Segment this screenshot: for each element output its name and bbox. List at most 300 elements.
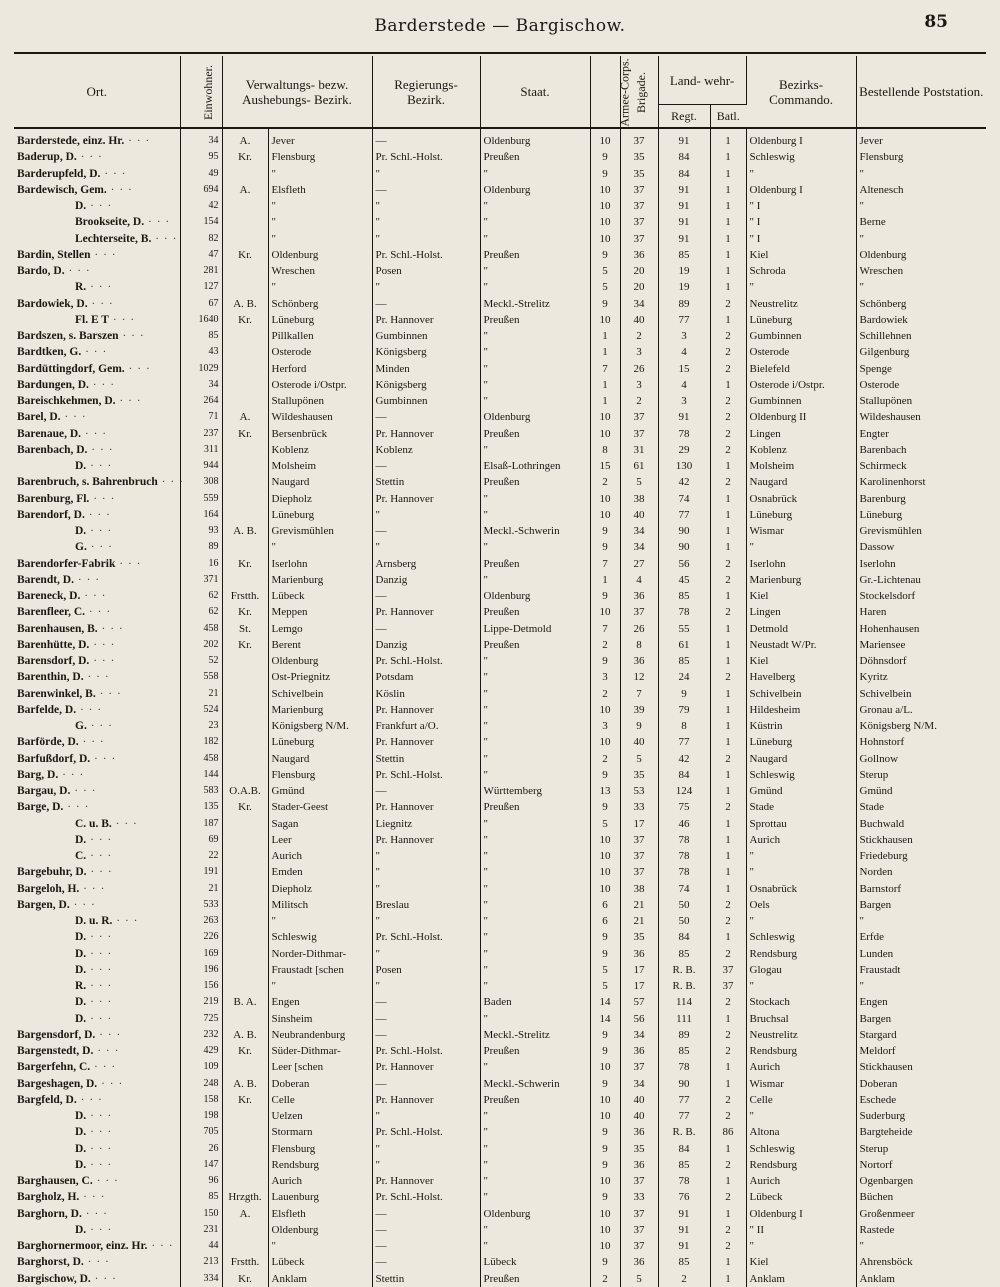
place-name: Barghornermoor, einz. Hr. [17, 1240, 148, 1253]
cell-verwaltung-art: Hrzgth. [222, 1189, 268, 1205]
cell-einwohner: 34 [180, 128, 222, 149]
cell-verwaltung-art: Kr. [222, 149, 268, 165]
cell-armee-corps: 10 [590, 507, 620, 523]
cell-ort [14, 263, 180, 279]
cell-verwaltung-art [222, 1011, 268, 1027]
cell-bataillon: 2 [710, 897, 746, 913]
place-name: Bargebuhr, D. [17, 866, 87, 879]
cell-einwohner: 43 [180, 344, 222, 360]
cell-einwohner: 62 [180, 588, 222, 604]
cell-einwohner: 705 [180, 1124, 222, 1140]
place-name: D. [75, 460, 87, 473]
cell-brigade: 21 [620, 913, 658, 929]
cell-armee-corps: 15 [590, 458, 620, 474]
cell-staat: " [480, 881, 590, 897]
cell-staat: " [480, 231, 590, 247]
cell-einwohner: 311 [180, 442, 222, 458]
cell-armee-corps: 9 [590, 588, 620, 604]
cell-verwaltung-art: B. A. [222, 994, 268, 1010]
cell-brigade: 38 [620, 881, 658, 897]
cell-regierung: Pr. Hannover [372, 491, 480, 507]
place-name: D. [75, 200, 87, 213]
cell-regierung: — [372, 1027, 480, 1043]
cell-bezirks-commando: Kiel [746, 1254, 856, 1270]
cell-ort [14, 182, 180, 198]
cell-poststation: Norden [859, 866, 893, 879]
cell-poststation: Altenesch [859, 183, 904, 196]
leader-dots: · · · [86, 1158, 113, 1171]
cell-regiment: 91 [658, 1222, 710, 1238]
cell-ort [14, 1238, 180, 1254]
cell-brigade: 26 [620, 361, 658, 377]
cell-verwaltung-art: Kr. [222, 556, 268, 572]
cell-einwohner: 334 [180, 1271, 222, 1287]
leader-dots: · · · [100, 167, 127, 180]
cell-armee-corps: 10 [590, 1222, 620, 1238]
table-row [14, 377, 986, 393]
cell-regiment: 90 [658, 523, 710, 539]
cell-regiment: 78 [658, 848, 710, 864]
cell-verwaltung-art [222, 344, 268, 360]
place-name: Barderupfeld, D. [17, 167, 101, 180]
table-row [14, 128, 986, 149]
cell-bezirks-commando: Koblenz [746, 442, 856, 458]
cell-bataillon: 1 [710, 377, 746, 393]
cell-armee-corps: 9 [590, 1157, 620, 1173]
cell-verwaltung-art [222, 166, 268, 182]
cell-verwaltung-bezirk: Naugard [268, 474, 372, 490]
cell-bataillon: 1 [710, 1059, 746, 1075]
cell-armee-corps: 10 [590, 182, 620, 198]
place-name: Baderup, D. [17, 151, 77, 164]
place-name: Bardungen, D. [17, 378, 89, 391]
cell-regiment: 2 [658, 1271, 710, 1287]
cell-armee-corps: 10 [590, 1238, 620, 1254]
cell-verwaltung-art: A. B. [222, 523, 268, 539]
cell-bezirks-commando: Bielefeld [746, 361, 856, 377]
cell-regiment: 45 [658, 572, 710, 588]
leader-dots: · · · [86, 866, 113, 879]
col-header-landwehr: Land- wehr- [658, 56, 746, 105]
cell-verwaltung-bezirk: Wreschen [268, 263, 372, 279]
cell-verwaltung-bezirk: Lemgo [268, 621, 372, 637]
leader-dots: · · · [60, 411, 87, 424]
cell-regierung: Liegnitz [372, 816, 480, 832]
cell-verwaltung-bezirk: Sinsheim [268, 1011, 372, 1027]
cell-regierung: — [372, 182, 480, 198]
cell-verwaltung-bezirk: Aurich [268, 1173, 372, 1189]
cell-regierung: " [372, 279, 480, 295]
cell-verwaltung-art [222, 686, 268, 702]
cell-regierung: Breslau [372, 897, 480, 913]
cell-bezirks-commando: Bruchsal [746, 1011, 856, 1027]
cell-bataillon: 1 [710, 214, 746, 230]
cell-regiment: 79 [658, 702, 710, 718]
place-name: Barenbruch, s. Bahrenbruch [17, 476, 158, 489]
place-name: Barenhütte, D. [17, 638, 90, 651]
cell-bataillon: 1 [710, 128, 746, 149]
cell-ort [14, 279, 180, 295]
cell-brigade: 40 [620, 312, 658, 328]
cell-regierung: Posen [372, 962, 480, 978]
cell-ort [14, 312, 180, 328]
place-name: Barendorf, D. [17, 508, 85, 521]
cell-ort [14, 1141, 180, 1157]
cell-ort [14, 149, 180, 165]
cell-brigade: 37 [620, 426, 658, 442]
cell-regiment: 77 [658, 1108, 710, 1124]
cell-bataillon: 1 [710, 523, 746, 539]
cell-regierung: — [372, 1254, 480, 1270]
cell-poststation: Großenmeer [859, 1207, 915, 1220]
cell-brigade: 3 [620, 344, 658, 360]
cell-ort [14, 128, 180, 149]
table-row [14, 409, 986, 425]
cell-verwaltung-art [222, 848, 268, 864]
cell-bataillon: 1 [710, 279, 746, 295]
cell-ort [14, 702, 180, 718]
cell-regierung: — [372, 1076, 480, 1092]
cell-ort [14, 864, 180, 880]
cell-brigade: 3 [620, 377, 658, 393]
table-row [14, 686, 986, 702]
cell-brigade: 37 [620, 1238, 658, 1254]
cell-einwohner: 16 [180, 556, 222, 572]
cell-regiment: 91 [658, 409, 710, 425]
cell-ort [14, 474, 184, 490]
cell-poststation: Osterode [859, 378, 900, 391]
cell-regiment: 89 [658, 1027, 710, 1043]
cell-brigade: 37 [620, 848, 658, 864]
cell-brigade: 36 [620, 1157, 658, 1173]
cell-staat: Preußen [480, 149, 590, 165]
cell-regiment: 19 [658, 279, 710, 295]
cell-verwaltung-bezirk: Osterode [268, 344, 372, 360]
cell-verwaltung-bezirk: " [268, 231, 372, 247]
cell-verwaltung-bezirk: Bersenbrück [268, 426, 372, 442]
cell-verwaltung-art: A. B. [222, 1076, 268, 1092]
place-name: C. [75, 850, 87, 863]
cell-poststation: Jever [859, 135, 883, 148]
cell-staat: Elsaß-Lothringen [480, 458, 590, 474]
place-name: Bargeshagen, D. [17, 1077, 98, 1090]
cell-regierung: Königsberg [372, 377, 480, 393]
cell-brigade: 12 [620, 669, 658, 685]
cell-verwaltung-art [222, 198, 268, 214]
cell-bataillon: 1 [710, 881, 746, 897]
cell-regierung: Pr. Hannover [372, 1092, 480, 1108]
cell-armee-corps: 9 [590, 1254, 620, 1270]
cell-verwaltung-art: Frstth. [222, 1254, 268, 1270]
cell-brigade: 2 [620, 393, 658, 409]
leader-dots: · · · [78, 736, 105, 749]
cell-regierung: Pr. Hannover [372, 312, 480, 328]
cell-ort [14, 1173, 180, 1189]
cell-regierung: " [372, 198, 480, 214]
cell-verwaltung-art [222, 539, 268, 555]
cell-staat: " [480, 361, 590, 377]
cell-ort [14, 1124, 180, 1140]
cell-regiment: 42 [658, 474, 710, 490]
table-row [14, 1043, 986, 1059]
cell-ort [14, 1222, 180, 1238]
cell-bataillon: 1 [710, 231, 746, 247]
cell-brigade: 33 [620, 1189, 658, 1205]
table-row [14, 897, 986, 913]
cell-staat: " [480, 1157, 590, 1173]
leader-dots: · · · [83, 1256, 110, 1269]
col-header-poststation: Bestellende Poststation. [856, 56, 986, 128]
cell-regiment: 85 [658, 946, 710, 962]
cell-staat: " [480, 913, 590, 929]
cell-bezirks-commando: Kiel [746, 653, 856, 669]
cell-regierung: — [372, 128, 480, 149]
cell-einwohner: 429 [180, 1043, 222, 1059]
cell-bataillon: 1 [710, 166, 746, 182]
cell-bataillon: 1 [710, 491, 746, 507]
cell-poststation: Schönberg [859, 297, 907, 310]
leader-dots: · · · [86, 1126, 113, 1139]
cell-verwaltung-art [222, 864, 268, 880]
cell-poststation: Hohnstorf [859, 736, 905, 749]
cell-verwaltung-bezirk: " [268, 978, 372, 994]
col-header-einwohner-label: Einwohner. [200, 64, 215, 120]
cell-bataillon: 2 [710, 913, 746, 929]
cell-bataillon: 1 [710, 507, 746, 523]
cell-armee-corps: 7 [590, 361, 620, 377]
cell-brigade: 2 [620, 328, 658, 344]
cell-verwaltung-bezirk: " [268, 198, 372, 214]
cell-ort [14, 393, 180, 409]
cell-staat: " [480, 539, 590, 555]
place-name: Barenthin, D. [17, 671, 84, 684]
place-name: Barenfleer, C. [17, 606, 86, 619]
cell-brigade: 20 [620, 263, 658, 279]
cell-bataillon: 1 [710, 734, 746, 750]
cell-staat: " [480, 962, 590, 978]
col-header-regierung: Regierungs- Bezirk. [372, 56, 480, 128]
leader-dots: · · · [86, 281, 113, 294]
cell-einwohner: 85 [180, 328, 222, 344]
cell-poststation: " [859, 1240, 865, 1253]
cell-verwaltung-art [222, 1059, 268, 1075]
cell-armee-corps: 1 [590, 377, 620, 393]
cell-ort [14, 539, 180, 555]
cell-verwaltung-bezirk: Süder-Dithmar- [268, 1043, 372, 1059]
leader-dots: · · · [97, 622, 124, 635]
cell-regierung: — [372, 783, 480, 799]
place-name: Barendt, D. [17, 573, 74, 586]
cell-verwaltung-bezirk: Lüneburg [268, 734, 372, 750]
leader-dots: · · · [93, 1045, 120, 1058]
cell-verwaltung-art [222, 832, 268, 848]
cell-armee-corps: 10 [590, 864, 620, 880]
cell-regierung: " [372, 214, 480, 230]
cell-brigade: 7 [620, 686, 658, 702]
cell-einwohner: 559 [180, 491, 222, 507]
cell-verwaltung-art [222, 929, 268, 945]
cell-poststation: Friedeburg [859, 850, 908, 863]
cell-brigade: 39 [620, 702, 658, 718]
cell-regiment: 75 [658, 799, 710, 815]
cell-armee-corps: 5 [590, 816, 620, 832]
cell-staat: " [480, 214, 590, 230]
cell-verwaltung-bezirk: Engen [268, 994, 372, 1010]
table-row [14, 231, 986, 247]
table-row [14, 426, 986, 442]
table-row [14, 1124, 986, 1140]
cell-bezirks-commando: " [746, 864, 856, 880]
cell-armee-corps: 10 [590, 128, 620, 149]
cell-bataillon: 2 [710, 572, 746, 588]
cell-staat: " [480, 328, 590, 344]
cell-regierung: " [372, 1141, 480, 1157]
place-name: D. [75, 1110, 87, 1123]
cell-bezirks-commando: Wismar [746, 1076, 856, 1092]
cell-bezirks-commando: " [746, 913, 856, 929]
cell-staat: Preußen [480, 799, 590, 815]
place-name: Barförde, D. [17, 736, 79, 749]
cell-ort [14, 832, 180, 848]
cell-ort [14, 897, 180, 913]
cell-staat: " [480, 1238, 590, 1254]
cell-ort [14, 328, 180, 344]
cell-bezirks-commando: " [746, 279, 856, 295]
cell-einwohner: 232 [180, 1027, 222, 1043]
cell-bezirks-commando: Schleswig [746, 767, 856, 783]
leader-dots: · · · [106, 183, 133, 196]
cell-verwaltung-bezirk: " [268, 539, 372, 555]
cell-armee-corps: 9 [590, 296, 620, 312]
cell-poststation: Sterup [859, 1142, 889, 1155]
cell-brigade: 37 [620, 198, 658, 214]
table-row [14, 556, 986, 572]
cell-bataillon: 2 [710, 361, 746, 377]
cell-einwohner: 202 [180, 637, 222, 653]
cell-bataillon: 1 [710, 588, 746, 604]
cell-ort [14, 767, 180, 783]
cell-verwaltung-bezirk: " [268, 214, 372, 230]
cell-staat: " [480, 263, 590, 279]
cell-brigade: 36 [620, 946, 658, 962]
cell-verwaltung-art: Kr. [222, 1092, 268, 1108]
cell-staat: Preußen [480, 1092, 590, 1108]
cell-bezirks-commando: Rendsburg [746, 1043, 856, 1059]
table-row [14, 653, 986, 669]
table-row [14, 962, 986, 978]
cell-einwohner: 82 [180, 231, 222, 247]
table-row [14, 816, 986, 832]
cell-poststation: Schivelbein [859, 687, 912, 700]
cell-poststation: Nortorf [859, 1158, 893, 1171]
cell-verwaltung-bezirk: Flensburg [268, 149, 372, 165]
cell-poststation: Rastede [859, 1223, 895, 1236]
cell-verwaltung-art [222, 897, 268, 913]
cell-regiment: 3 [658, 328, 710, 344]
cell-staat: Oldenburg [480, 1206, 590, 1222]
cell-poststation: Karolinenhorst [859, 476, 926, 489]
cell-regiment: 91 [658, 231, 710, 247]
cell-bezirks-commando: Lübeck [746, 1189, 856, 1205]
cell-verwaltung-bezirk: Leer [schen [268, 1059, 372, 1075]
cell-verwaltung-bezirk: Anklam [268, 1271, 372, 1287]
cell-bezirks-commando: Glogau [746, 962, 856, 978]
cell-verwaltung-art: Kr. [222, 247, 268, 263]
place-name: Barghorst, D. [17, 1256, 84, 1269]
leader-dots: · · · [90, 752, 117, 765]
cell-bataillon: 1 [710, 929, 746, 945]
cell-ort [14, 198, 180, 214]
cell-brigade: 37 [620, 128, 658, 149]
cell-ort [14, 799, 180, 815]
cell-poststation: Lüneburg [859, 508, 903, 521]
leader-dots: · · · [80, 590, 107, 603]
leader-dots: · · · [90, 1061, 117, 1074]
cell-regiment: 24 [658, 669, 710, 685]
cell-verwaltung-art [222, 361, 268, 377]
cell-regierung: — [372, 296, 480, 312]
cell-verwaltung-bezirk: Flensburg [268, 1141, 372, 1157]
cell-ort [14, 783, 180, 799]
cell-verwaltung-art [222, 491, 268, 507]
cell-verwaltung-art: St. [222, 621, 268, 637]
cell-armee-corps: 14 [590, 1011, 620, 1027]
cell-bezirks-commando: Osterode [746, 344, 856, 360]
cell-armee-corps: 7 [590, 556, 620, 572]
cell-regiment: 84 [658, 929, 710, 945]
cell-regiment: 4 [658, 344, 710, 360]
cell-regierung: Pr. Schl.-Holst. [372, 1043, 480, 1059]
cell-poststation: Stallupönen [859, 395, 913, 408]
cell-verwaltung-bezirk: Lübeck [268, 588, 372, 604]
cell-bezirks-commando: Lingen [746, 426, 856, 442]
leader-dots: · · · [86, 947, 113, 960]
cell-brigade: 37 [620, 409, 658, 425]
table-row [14, 946, 986, 962]
cell-bataillon: 2 [710, 442, 746, 458]
cell-armee-corps: 14 [590, 994, 620, 1010]
cell-staat: " [480, 978, 590, 994]
cell-bezirks-commando: Neustrelitz [746, 296, 856, 312]
cell-bataillon: 1 [710, 198, 746, 214]
cell-einwohner: 694 [180, 182, 222, 198]
place-name: Barenbach, D. [17, 443, 88, 456]
cell-verwaltung-art [222, 978, 268, 994]
cell-brigade: 17 [620, 962, 658, 978]
cell-bataillon: 1 [710, 767, 746, 783]
place-name: D. [75, 1126, 87, 1139]
cell-armee-corps: 2 [590, 637, 620, 653]
leader-dots: · · · [86, 980, 113, 993]
leader-dots: · · · [76, 703, 103, 716]
cell-regierung: " [372, 848, 480, 864]
col-header-ort: Ort. [14, 56, 180, 128]
cell-poststation: Sterup [859, 768, 889, 781]
cell-poststation: Meldorf [859, 1045, 896, 1058]
cell-einwohner: 264 [180, 393, 222, 409]
table-row [14, 783, 986, 799]
cell-staat: Preußen [480, 1271, 590, 1287]
cell-bataillon: 1 [710, 621, 746, 637]
cell-poststation: Ahrensböck [859, 1256, 913, 1269]
place-name: Barghorn, D. [17, 1207, 82, 1220]
col-header-verwaltung: Verwaltungs- bezw. Aushebungs- Bezirk. [222, 56, 372, 128]
cell-regierung: Pr. Hannover [372, 702, 480, 718]
cell-regiment: 50 [658, 897, 710, 913]
cell-regierung: Pr. Hannover [372, 734, 480, 750]
place-name: Bardin, Stellen [17, 248, 91, 261]
cell-ort [14, 361, 180, 377]
